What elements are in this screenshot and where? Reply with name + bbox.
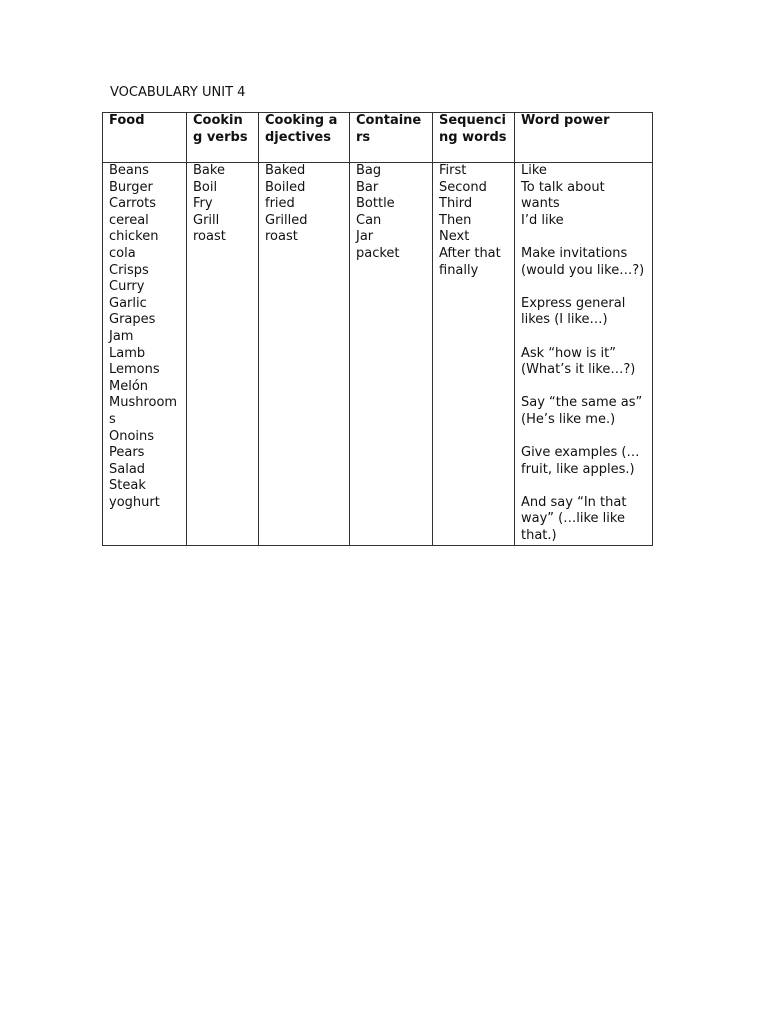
list-item: Onoins <box>109 428 155 444</box>
list-item: Ask “how is it” (What’s it like…?) <box>521 345 636 378</box>
list-item: Fry <box>193 196 213 212</box>
header-containers: Containers <box>350 113 433 163</box>
header-food: Food <box>103 113 187 163</box>
list-item: Say “the same as” (He’s like me.) <box>521 395 647 427</box>
list-item: Like <box>521 163 547 178</box>
list-item: Melón <box>109 378 149 394</box>
list-item: roast <box>265 229 298 245</box>
list-item: Make invitations (would you like…?) <box>521 245 645 278</box>
list-item: Can <box>356 212 382 228</box>
header-cooking-verbs: Cooking verbs <box>187 113 259 163</box>
list-item <box>521 478 646 495</box>
word-power-column-cell <box>515 163 653 546</box>
list-item: Salad <box>109 461 146 477</box>
list-item: Baked <box>265 163 306 178</box>
list-item: Third <box>439 196 473 212</box>
list-item: Boil <box>193 179 218 195</box>
list-item: chicken <box>109 229 159 245</box>
list-item <box>521 229 646 246</box>
list-item: fried <box>265 196 295 212</box>
list-item: To talk about wants <box>521 179 609 212</box>
list-item: Burger <box>109 179 153 195</box>
containers-column-cell <box>350 163 433 546</box>
list-item: cola <box>109 245 136 261</box>
list-item: After that <box>439 245 501 261</box>
vocabulary-table <box>102 112 653 546</box>
list-item: Bar <box>356 179 379 195</box>
list-item: Bag <box>356 163 382 178</box>
list-item: Second <box>439 179 487 195</box>
list-item: Pears <box>109 445 145 461</box>
list-item: Then <box>439 212 472 228</box>
list-item <box>521 329 646 346</box>
page-title: VOCABULARY UNIT 4 <box>110 85 246 100</box>
list-item: Curry <box>109 279 145 295</box>
header-sequencing-words: Sequencing words <box>433 113 515 163</box>
list-item: Express general likes (I like…) <box>521 295 630 328</box>
list-item: packet <box>356 245 400 261</box>
list-item: Steak <box>109 478 146 494</box>
list-item: Bake <box>193 163 225 178</box>
list-item: Next <box>439 229 470 245</box>
table-body-row <box>103 163 653 546</box>
list-item: Boiled <box>265 179 306 195</box>
list-item: Give examples (… fruit, like apples.) <box>521 445 644 477</box>
list-item: Mushrooms <box>109 395 178 427</box>
food-column-cell <box>103 163 187 546</box>
list-item: roast <box>193 229 226 245</box>
list-item: Beans <box>109 163 149 178</box>
list-item: Grilled <box>265 212 308 228</box>
cooking-adjectives-column-cell <box>259 163 350 546</box>
list-item: Jar <box>356 229 374 245</box>
list-item: Crisps <box>109 262 149 278</box>
list-item: cereal <box>109 212 149 228</box>
list-item: finally <box>439 262 479 278</box>
list-item <box>521 429 646 446</box>
list-item: I’d like <box>521 212 564 228</box>
list-item <box>521 379 646 396</box>
list-item: Garlic <box>109 295 147 311</box>
list-item: And say “In that way” (…like like that.) <box>521 494 631 544</box>
list-item: Carrots <box>109 196 157 212</box>
table-header-row <box>103 113 653 163</box>
list-item: First <box>439 163 467 178</box>
header-cooking-adjectives: Cooking adjectives <box>259 113 350 163</box>
list-item <box>521 279 646 296</box>
list-item: Bottle <box>356 196 395 212</box>
list-item: yoghurt <box>109 494 160 510</box>
header-word-power: Word power <box>515 113 653 163</box>
list-item: Grapes <box>109 312 156 328</box>
list-item: Lemons <box>109 362 160 378</box>
list-item: Grill <box>193 212 220 228</box>
sequencing-words-column-cell <box>433 163 515 546</box>
list-item: Lamb <box>109 345 146 361</box>
cooking-verbs-column-cell <box>187 163 259 546</box>
list-item: Jam <box>109 328 134 344</box>
